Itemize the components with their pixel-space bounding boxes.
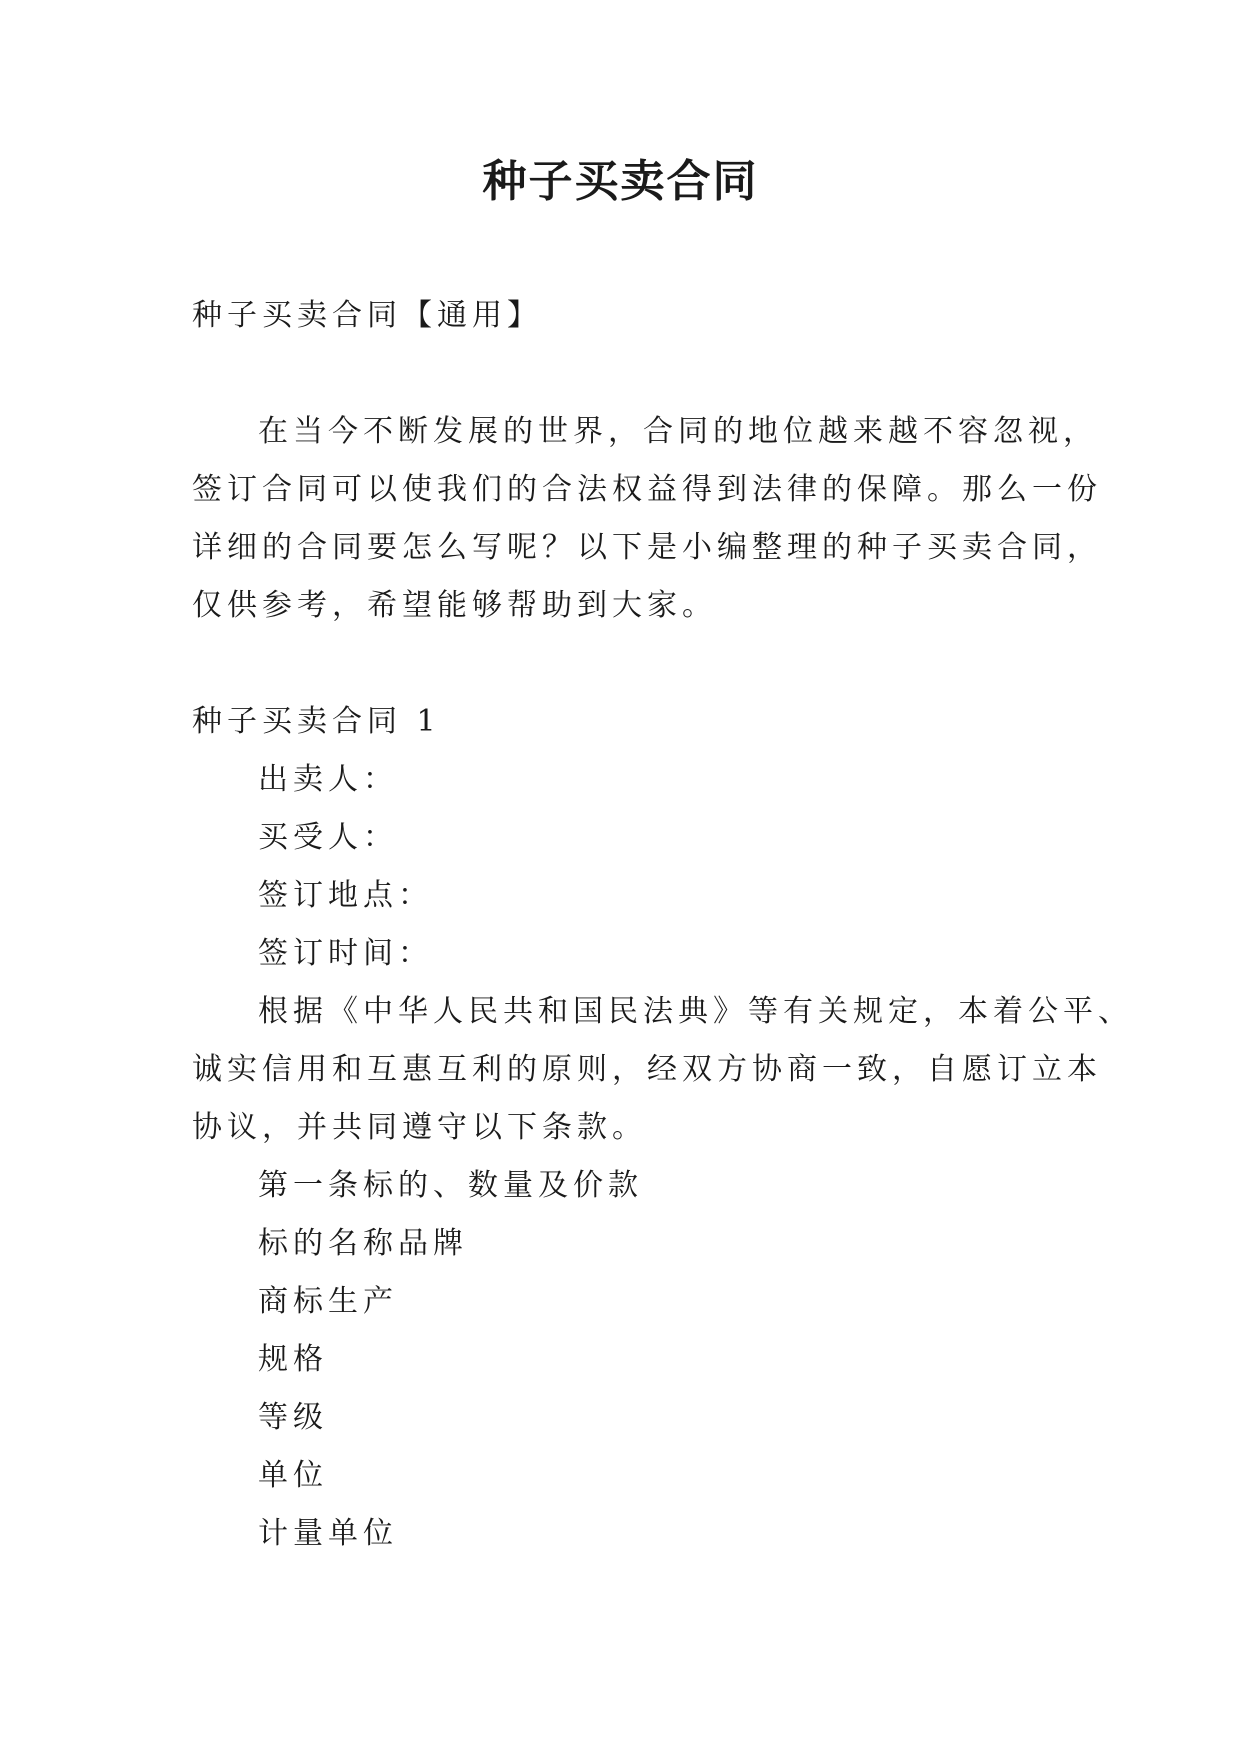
article-1-item-5: 单位 — [258, 1458, 328, 1493]
article-1-item-4: 等级 — [258, 1400, 328, 1435]
intro-line-2: 签订合同可以使我们的合法权益得到法律的保障。那么一份 — [192, 472, 1102, 507]
basis-line-1: 根据《中华人民共和国民法典》等有关规定，本着公平、 — [258, 994, 1133, 1029]
article-1-heading: 第一条标的、数量及价款 — [258, 1168, 643, 1203]
sign-place-field: 签订地点： — [258, 878, 433, 913]
intro-line-1: 在当今不断发展的世界，合同的地位越来越不容忽视， — [258, 414, 1098, 449]
article-1-item-6: 计量单位 — [258, 1516, 398, 1551]
intro-line-4: 仅供参考，希望能够帮助到大家。 — [192, 588, 717, 623]
article-1-item-2: 商标生产 — [258, 1284, 398, 1319]
intro-line-3: 详细的合同要怎么写呢？以下是小编整理的种子买卖合同， — [192, 530, 1102, 565]
basis-line-2: 诚实信用和互惠互利的原则，经双方协商一致，自愿订立本 — [192, 1052, 1102, 1087]
document-title: 种子买卖合同 — [482, 156, 759, 207]
seller-field: 出卖人： — [258, 762, 398, 797]
article-1-item-1: 标的名称品牌 — [258, 1226, 468, 1261]
sign-time-field: 签订时间： — [258, 936, 433, 971]
article-1-item-3: 规格 — [258, 1342, 328, 1377]
document-subtitle: 种子买卖合同【通用】 — [192, 298, 542, 333]
buyer-field: 买受人： — [258, 820, 398, 855]
section-heading: 种子买卖合同 1 — [192, 704, 441, 739]
basis-line-3: 协议，并共同遵守以下条款。 — [192, 1110, 647, 1145]
